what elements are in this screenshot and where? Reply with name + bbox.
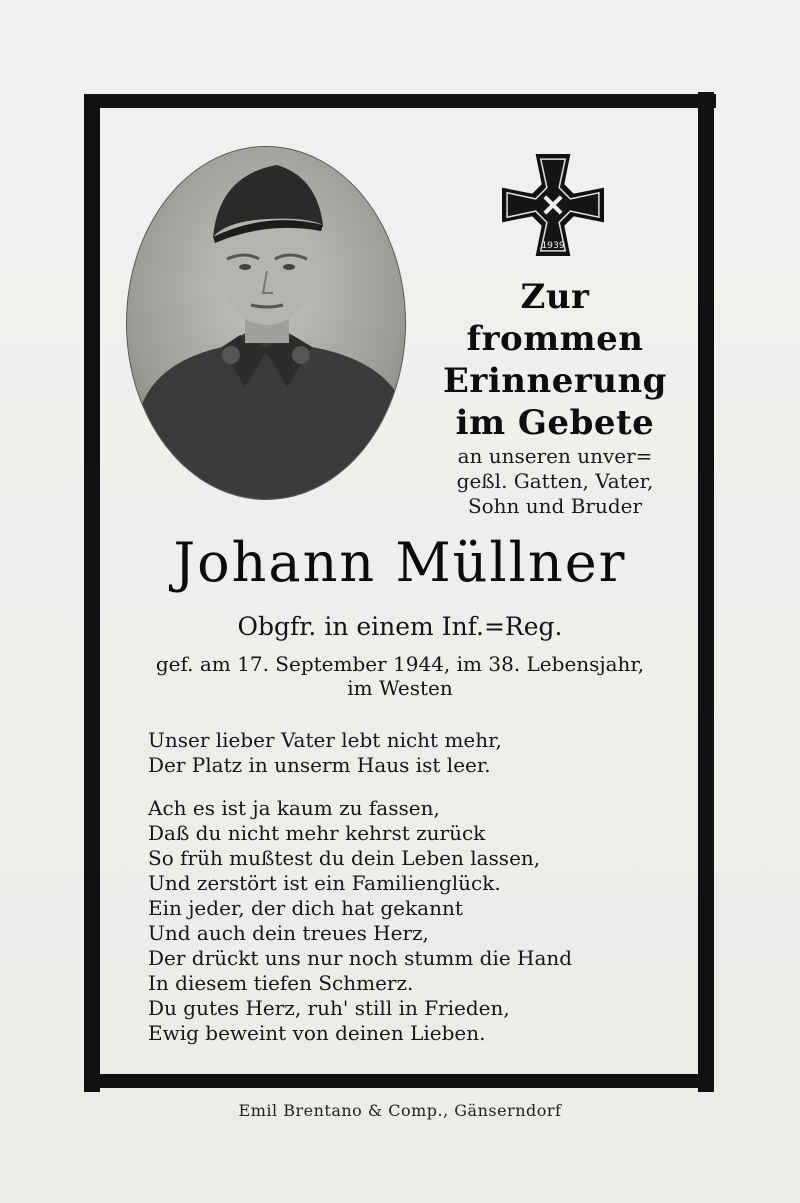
verse-line: So früh mußtest du dein Leben lassen, <box>148 846 541 870</box>
verse-line: Ach es ist ja kaum zu fassen, <box>148 796 440 820</box>
portrait-photo <box>126 146 406 500</box>
military-rank: Obgfr. in einem Inf.=Reg. <box>237 612 563 641</box>
verse-line: Und zerstört ist ein Familienglück. <box>148 871 501 895</box>
death-info-line-2: im Westen <box>347 676 453 700</box>
verse-line: Der Platz in unserm Haus ist leer. <box>148 753 491 777</box>
frame-left-border <box>84 94 100 1092</box>
heading-line-1: Zur <box>520 277 590 317</box>
frame-bottom-border <box>100 1074 698 1088</box>
death-info-line-1: gef. am 17. September 1944, im 38. Lebensjahr, <box>155 652 645 676</box>
printer-imprint: Emil Brentano & Comp., Gänserndorf <box>238 1101 562 1120</box>
cross-year: 1939 <box>541 239 565 251</box>
verse-line: Du gutes Herz, ruh' still in Frieden, <box>148 996 510 1020</box>
verse-line: In diesem tiefen Schmerz. <box>148 971 414 995</box>
frame-top-border <box>84 94 716 108</box>
verse-line: Ewig beweint von deinen Lieben. <box>148 1021 486 1045</box>
subheading-line-1: an unseren unver= <box>457 444 653 468</box>
heading-line-4: im Gebete <box>455 403 655 443</box>
subheading-line-2: geßl. Gatten, Vater, <box>456 469 654 493</box>
verse-line: Der drückt uns nur noch stumm die Hand <box>148 946 573 970</box>
heading-line-2: frommen <box>466 319 644 359</box>
subheading-line-3: Sohn und Bruder <box>467 494 643 518</box>
iron-cross-icon <box>502 154 604 256</box>
heading-line-3: Erinnerung <box>443 361 667 401</box>
verse-line: Und auch dein treues Herz, <box>148 921 429 945</box>
verse-line: Unser lieber Vater lebt nicht mehr, <box>148 728 502 752</box>
verse-line: Ein jeder, der dich hat gekannt <box>148 896 463 920</box>
deceased-name: Johann Müllner <box>173 531 627 594</box>
frame-right-border <box>698 92 714 1092</box>
verse-line: Daß du nicht mehr kehrst zurück <box>148 821 486 845</box>
